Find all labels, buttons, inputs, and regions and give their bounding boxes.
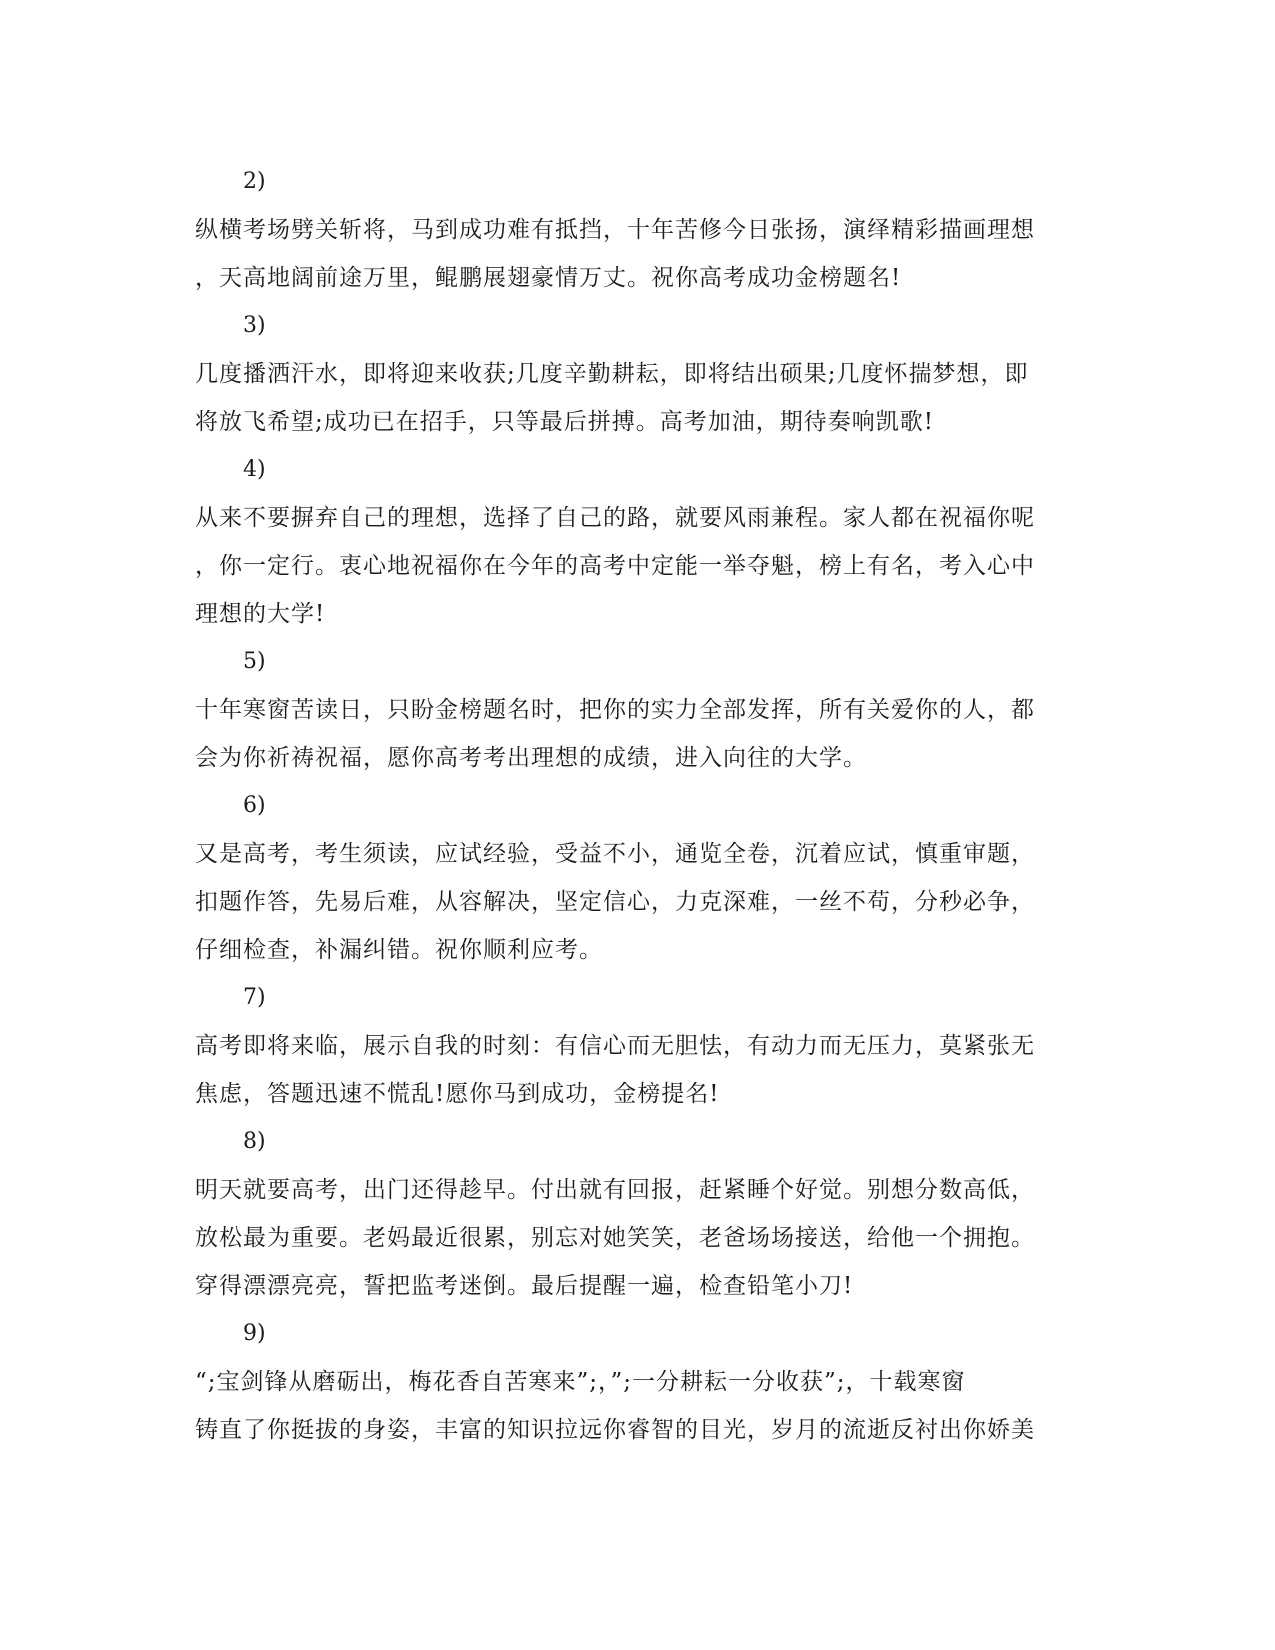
paragraph-line: 几度播洒汗水，即将迎来收获;几度辛勤耕耘，即将结出硕果;几度怀揣梦想，即	[195, 361, 1029, 387]
item-paragraph	[195, 494, 1075, 638]
paragraph-line: ，天高地阔前途万里，鲲鹏展翅豪情万丈。祝你高考成功金榜题名!	[195, 265, 902, 291]
document-body	[195, 158, 1075, 1454]
paragraph-line: 将放飞希望;成功已在招手，只等最后拼搏。高考加油，期待奏响凯歌!	[195, 409, 934, 435]
item-paragraph	[195, 830, 1075, 974]
wish-item-8	[195, 1118, 1075, 1310]
item-number: 8)	[243, 1129, 266, 1154]
paragraph-line: 扣题作答，先易后难，从容解决，坚定信心，力克深难，一丝不苟，分秒必争，	[195, 889, 1035, 915]
wish-item-9	[195, 1310, 1075, 1454]
item-number: 9)	[243, 1321, 266, 1346]
paragraph-line: “;宝剑锋从磨砺出，梅花香自苦寒来”;，”;一分耕耘一分收获”;，十载寒窗	[195, 1369, 966, 1395]
item-number: 3)	[243, 313, 266, 338]
paragraph-line: 会为你祈祷祝福，愿你高考考出理想的成绩，进入向往的大学。	[195, 745, 867, 771]
item-paragraph	[195, 1166, 1075, 1310]
paragraph-line: 纵横考场劈关斩将，马到成功难有抵挡，十年苦修今日张扬，演绎精彩描画理想	[195, 217, 1035, 243]
wish-item-3	[195, 302, 1075, 446]
paragraph-line: 铸直了你挺拔的身姿，丰富的知识拉远你睿智的目光，岁月的流逝反衬出你娇美	[195, 1417, 1035, 1443]
paragraph-line: 焦虑，答题迅速不慌乱!愿你马到成功，金榜提名!	[195, 1081, 720, 1107]
wish-item-2	[195, 158, 1075, 302]
item-number: 7)	[243, 985, 266, 1010]
item-paragraph	[195, 1022, 1075, 1118]
paragraph-line: 仔细检查，补漏纠错。祝你顺利应考。	[195, 937, 603, 963]
wish-item-4	[195, 446, 1075, 638]
wish-item-6	[195, 782, 1075, 974]
item-paragraph	[195, 686, 1075, 782]
paragraph-line: 高考即将来临，展示自我的时刻：有信心而无胆怯，有动力而无压力，莫紧张无	[195, 1033, 1035, 1059]
item-number: 2)	[243, 169, 266, 194]
item-paragraph	[195, 206, 1075, 302]
item-number: 4)	[243, 457, 266, 482]
item-number: 5)	[243, 649, 266, 674]
item-paragraph	[195, 1358, 1075, 1454]
paragraph-line: 从来不要摒弃自己的理想，选择了自己的路，就要风雨兼程。家人都在祝福你呢	[195, 505, 1035, 531]
paragraph-line: 放松最为重要。老妈最近很累，别忘对她笑笑，老爸场场接送，给他一个拥抱。	[195, 1225, 1035, 1251]
paragraph-line: 穿得漂漂亮亮，誓把监考迷倒。最后提醒一遍，检查铅笔小刀!	[195, 1273, 854, 1299]
paragraph-line: 十年寒窗苦读日，只盼金榜题名时，把你的实力全部发挥，所有关爱你的人，都	[195, 697, 1035, 723]
wish-item-5	[195, 638, 1075, 782]
paragraph-line: 明天就要高考，出门还得趁早。付出就有回报，赶紧睡个好觉。别想分数高低，	[195, 1177, 1035, 1203]
paragraph-line: 理想的大学!	[195, 601, 326, 627]
wish-item-7	[195, 974, 1075, 1118]
paragraph-line: 又是高考，考生须读，应试经验，受益不小，通览全卷，沉着应试，慎重审题，	[195, 841, 1035, 867]
item-paragraph	[195, 350, 1075, 446]
item-number: 6)	[243, 793, 266, 818]
paragraph-line: ，你一定行。衷心地祝福你在今年的高考中定能一举夺魁，榜上有名，考入心中	[195, 553, 1035, 579]
